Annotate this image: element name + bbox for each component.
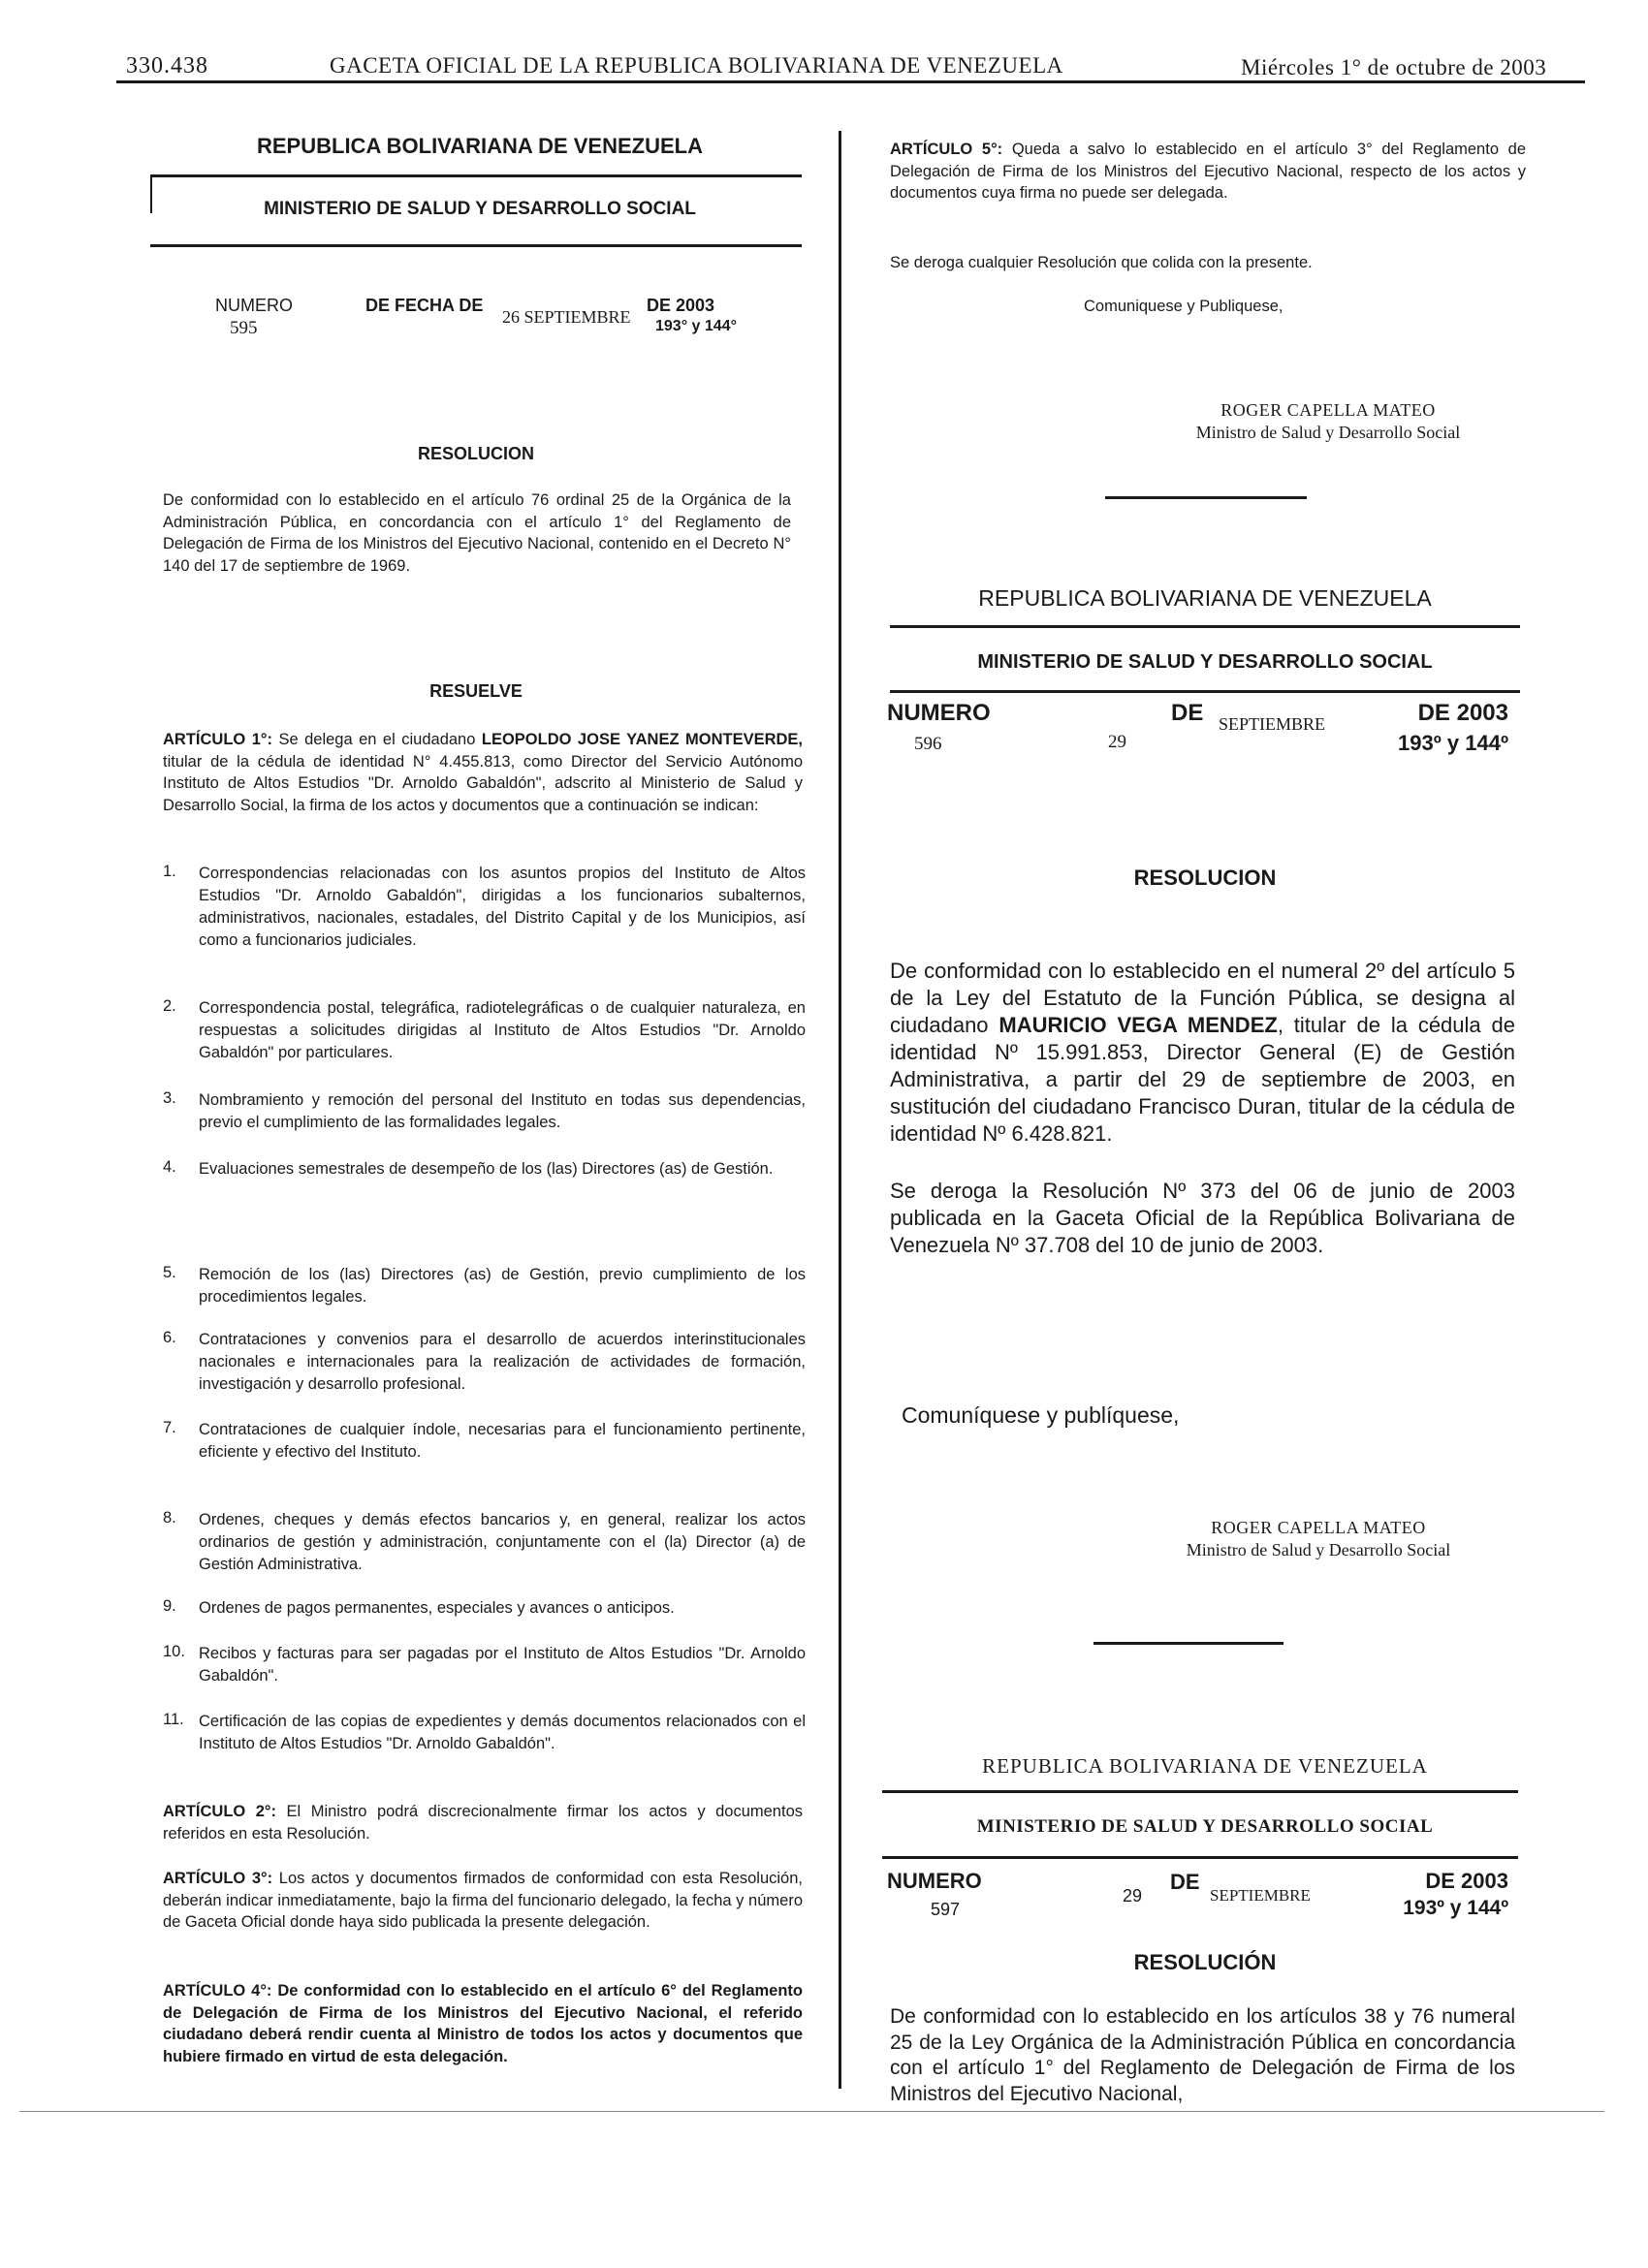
column-divider bbox=[839, 131, 841, 2089]
list-item-number: 5. bbox=[163, 1264, 176, 1281]
res595-fecha-label: DE FECHA DE bbox=[365, 296, 484, 315]
res597-country: REPUBLICA BOLIVARIANA DE VENEZUELA bbox=[982, 1754, 1428, 1778]
list-item-number: 3. bbox=[163, 1089, 176, 1107]
res595-fecha-day-month: 26 SEPTIEMBRE bbox=[502, 307, 631, 327]
list-item-text: Contrataciones de cualquier índole, necesarias para el funcionamiento pertinente, eficiente y efectivo del Instituto. bbox=[199, 1421, 806, 1461]
list-item-number: 7. bbox=[163, 1419, 176, 1436]
res597-month: SEPTIEMBRE bbox=[1210, 1886, 1311, 1905]
list-item-text: Certificación de las copias de expedientes y demás documentos relacionados con el Instituto de Altos Estudios "Dr. Arnoldo Gabaldón". bbox=[199, 1713, 806, 1752]
res596-numero: 596 bbox=[914, 734, 942, 754]
res596-p1-text-b: , titular de la cédula de identidad Nº 15.991.853, Director General (E) de Gestión Administrativa, a partir del 29 de septiembre de 2003, en sustitución del ciudadano Francisco Duran, titular de la cédula de identidad Nº 6.428.821. bbox=[890, 1013, 1515, 1146]
gazette-date: Miércoles 1° de octubre de 2003 bbox=[1241, 55, 1547, 79]
res595-bottom-rule bbox=[150, 244, 802, 247]
article-4-text: De conformidad con lo establecido en el artículo 6° del Reglamento de Delegación de Firma de los Ministros del Ejecutivo Nacional, el referido ciudadano deberá rendir cuenta al Ministro de todos los actos y documentos que hubiere firmado en virtud de esta delegación. bbox=[163, 1982, 804, 2065]
res595-article-2 bbox=[163, 1801, 803, 1844]
res596-title: RESOLUCION bbox=[1133, 866, 1277, 890]
list-item-number: 1. bbox=[163, 863, 176, 880]
res596-bottom-rule bbox=[890, 690, 1520, 693]
res595-preamble: De conformidad con lo establecido en el artículo 76 ordinal 25 de la Orgánica de la Administración Pública, en concordancia con el artículo 1° del Reglamento de Delegación de Firma de los Ministros del Ejecutivo Nacional, contenido en el Decreto N° 140 del 17 de septiembre de 1969. bbox=[163, 491, 791, 575]
res596-paragraph-1 bbox=[890, 958, 1515, 1148]
res595-country: REPUBLICA BOLIVARIANA DE VENEZUELA bbox=[257, 134, 703, 158]
res595-title: RESOLUCION bbox=[417, 444, 534, 463]
res596-signer-name: ROGER CAPELLA MATEO bbox=[1211, 1518, 1426, 1537]
article-2-text: El Ministro podrá discrecionalmente firmar los actos y documentos referidos en esta Resolución. bbox=[163, 1803, 803, 1843]
res597-de-year: DE 2003 bbox=[1425, 1869, 1508, 1893]
res597-de-label: DE bbox=[1170, 1870, 1200, 1894]
list-item-number: 6. bbox=[163, 1329, 176, 1346]
res595-resuelve: RESUELVE bbox=[429, 681, 523, 701]
article-1-text-b: titular de la cédula de identidad N° 4.455.813, como Director del Servicio Autónomo Instituto de Altos Estudios "Dr. Arnoldo Gabaldón", adscrito al Ministerio de Salud y Desarrollo Social, la firma de los actos y documentos que a continuación se indican: bbox=[163, 752, 803, 814]
list-item-text: Ordenes de pagos permanentes, especiales y avances o anticipos. bbox=[199, 1599, 675, 1617]
footer-rule bbox=[19, 2111, 1604, 2112]
list-item-text: Evaluaciones semestrales de desempeño de los (las) Directores (as) de Gestión. bbox=[199, 1160, 774, 1178]
list-item-text: Remoción de los (las) Directores (as) de Gestión, previo cumplimiento de los procedimientos legales. bbox=[199, 1266, 806, 1306]
res595-article-1 bbox=[163, 729, 803, 816]
res595-de-year: DE 2003 bbox=[647, 296, 715, 315]
list-item-text: Ordenes, cheques y demás efectos bancarios y, en general, realizar los actos ordinarios de gestión y administración, conjuntamente con el (la) Director (a) de Gestión Administrativa. bbox=[199, 1511, 806, 1573]
list-item-number: 4. bbox=[163, 1158, 176, 1176]
res595-signer-title: Ministro de Salud y Desarrollo Social bbox=[1195, 423, 1461, 442]
article-5-text: Queda a salvo lo establecido en el artículo 3° del Reglamento de Delegación de Firma de los Ministros del Ejecutivo Nacional, respecto de los actos y documentos cuya firma no puede ser delegada. bbox=[890, 141, 1527, 202]
res596-day: 29 bbox=[1108, 732, 1126, 752]
res595-signer-name: ROGER CAPELLA MATEO bbox=[1220, 400, 1436, 420]
res597-numero-label: NUMERO bbox=[887, 1869, 982, 1893]
res595-ministry: MINISTERIO DE SALUD Y DESARROLLO SOCIAL bbox=[264, 199, 696, 219]
res596-month: SEPTIEMBRE bbox=[1219, 714, 1326, 734]
list-item-number: 2. bbox=[163, 997, 176, 1015]
res595-top-rule bbox=[150, 174, 802, 177]
header-rule bbox=[116, 80, 1585, 83]
article-5-label: ARTÍCULO 5°: bbox=[890, 141, 1003, 158]
article-1-text-a: Se delega en el ciudadano bbox=[271, 731, 482, 748]
res596-country: REPUBLICA BOLIVARIANA DE VENEZUELA bbox=[978, 585, 1432, 611]
res596-years: 193º y 144º bbox=[1398, 731, 1508, 755]
res596-p1-text-a: De conformidad con lo establecido en el numeral 2º del artículo 5 de la Ley del Estatuto de la Función Pública, se designa al ciudadano bbox=[890, 959, 1515, 1037]
article-1-delegate-name: LEOPOLDO JOSE YANEZ MONTEVERDE, bbox=[481, 731, 804, 748]
separator-line bbox=[1105, 496, 1307, 499]
res595-numero: 595 bbox=[230, 318, 258, 338]
res597-title: RESOLUCIÓN bbox=[1133, 1950, 1277, 1974]
res595-derogation: Se deroga cualquier Resolución que colida con la presente. bbox=[890, 254, 1313, 271]
res595-article-5 bbox=[890, 139, 1526, 205]
res596-top-rule bbox=[890, 625, 1520, 628]
res596-numero-label: NUMERO bbox=[887, 700, 991, 726]
res597-ministry: MINISTERIO DE SALUD Y DESARROLLO SOCIAL bbox=[976, 1816, 1434, 1837]
list-item-text: Nombramiento y remoción del personal del Instituto en todas sus dependencias, previo el cumplimiento de las formalidades legales. bbox=[199, 1091, 806, 1131]
article-4-label: ARTÍCULO 4°: bbox=[163, 1982, 272, 2000]
list-item-number: 10. bbox=[163, 1643, 185, 1660]
list-item-text: Correspondencia postal, telegráfica, radiotelegráficas o de cualquier naturaleza, en respuestas a solicitudes dirigidas al Instituto de Altos Estudios "Dr. Arnoldo Gabaldón" por particulares. bbox=[199, 999, 806, 1061]
res596-paragraph-2: Se deroga la Resolución Nº 373 del 06 de junio de 2003 publicada en la Gaceta Oficial de la República Bolivariana de Venezuela Nº 37.708 del 10 de junio de 2003. bbox=[890, 1179, 1515, 1257]
res597-day: 29 bbox=[1123, 1886, 1143, 1906]
res596-closing: Comuníquese y publíquese, bbox=[902, 1402, 1180, 1428]
list-item-text: Recibos y facturas para ser pagadas por el Instituto de Altos Estudios "Dr. Arnoldo Gabaldón". bbox=[199, 1645, 806, 1685]
list-item-text: Correspondencias relacionadas con los asuntos propios del Instituto de Altos Estudios "Dr. Arnoldo Gabaldón", dirigidas a los funcionarios subalternos, administrativos, nacionales, estadales, del Distrito Capital y de los Municipios, así como a funcionarios judiciales. bbox=[199, 865, 806, 949]
res597-years: 193º y 144º bbox=[1403, 1897, 1508, 1919]
list-item-number: 8. bbox=[163, 1509, 176, 1527]
res597-numero: 597 bbox=[931, 1900, 961, 1919]
article-3-label: ARTÍCULO 3°: bbox=[163, 1870, 273, 1887]
page-number: 330.438 bbox=[126, 53, 208, 79]
res595-closing: Comuniquese y Publiquese, bbox=[1084, 298, 1284, 315]
res596-appointee-name: MAURICIO VEGA MENDEZ bbox=[998, 1013, 1278, 1037]
res595-article-4 bbox=[163, 1980, 803, 2067]
res595-numero-label: NUMERO bbox=[215, 296, 293, 315]
article-2-label: ARTÍCULO 2°: bbox=[163, 1803, 277, 1820]
article-3-text: Los actos y documentos firmados de conformidad con esta Resolución, deberán indicar inmediatamente, bajo la firma del funcionario delegado, la fecha y número de Gaceta Oficial donde haya sido publicada la presente delegación. bbox=[163, 1870, 803, 1931]
res596-signer-title: Ministro de Salud y Desarrollo Social bbox=[1186, 1540, 1451, 1559]
res596-ministry: MINISTERIO DE SALUD Y DESARROLLO SOCIAL bbox=[977, 651, 1433, 673]
res597-paragraph-1: De conformidad con lo establecido en los artículos 38 y 76 numeral 25 de la Ley Orgánica de la Administración Pública en concordancia con el artículo 1° del Reglamento de Delegación de Firma de los Ministros del Ejecutivo Nacional, bbox=[890, 2005, 1515, 2105]
res597-top-rule bbox=[882, 1790, 1518, 1793]
gazette-title: GACETA OFICIAL DE LA REPUBLICA BOLIVARIANA DE VENEZUELA bbox=[330, 53, 1063, 78]
res595-article-3 bbox=[163, 1868, 803, 1934]
list-item-number: 11. bbox=[163, 1711, 184, 1728]
res596-de-year: DE 2003 bbox=[1417, 700, 1508, 726]
res596-de-label: DE bbox=[1171, 700, 1204, 726]
separator-line bbox=[1093, 1642, 1284, 1645]
res597-bottom-rule bbox=[882, 1856, 1518, 1859]
list-item-number: 9. bbox=[163, 1597, 176, 1615]
res595-years: 193° y 144° bbox=[655, 318, 737, 334]
list-item-text: Contrataciones y convenios para el desarrollo de acuerdos interinstitucionales nacionales e internacionales para la realización de actividades de formación, investigación y desarrollo profesional. bbox=[199, 1331, 806, 1393]
article-1-label: ARTÍCULO 1°: bbox=[163, 731, 272, 748]
